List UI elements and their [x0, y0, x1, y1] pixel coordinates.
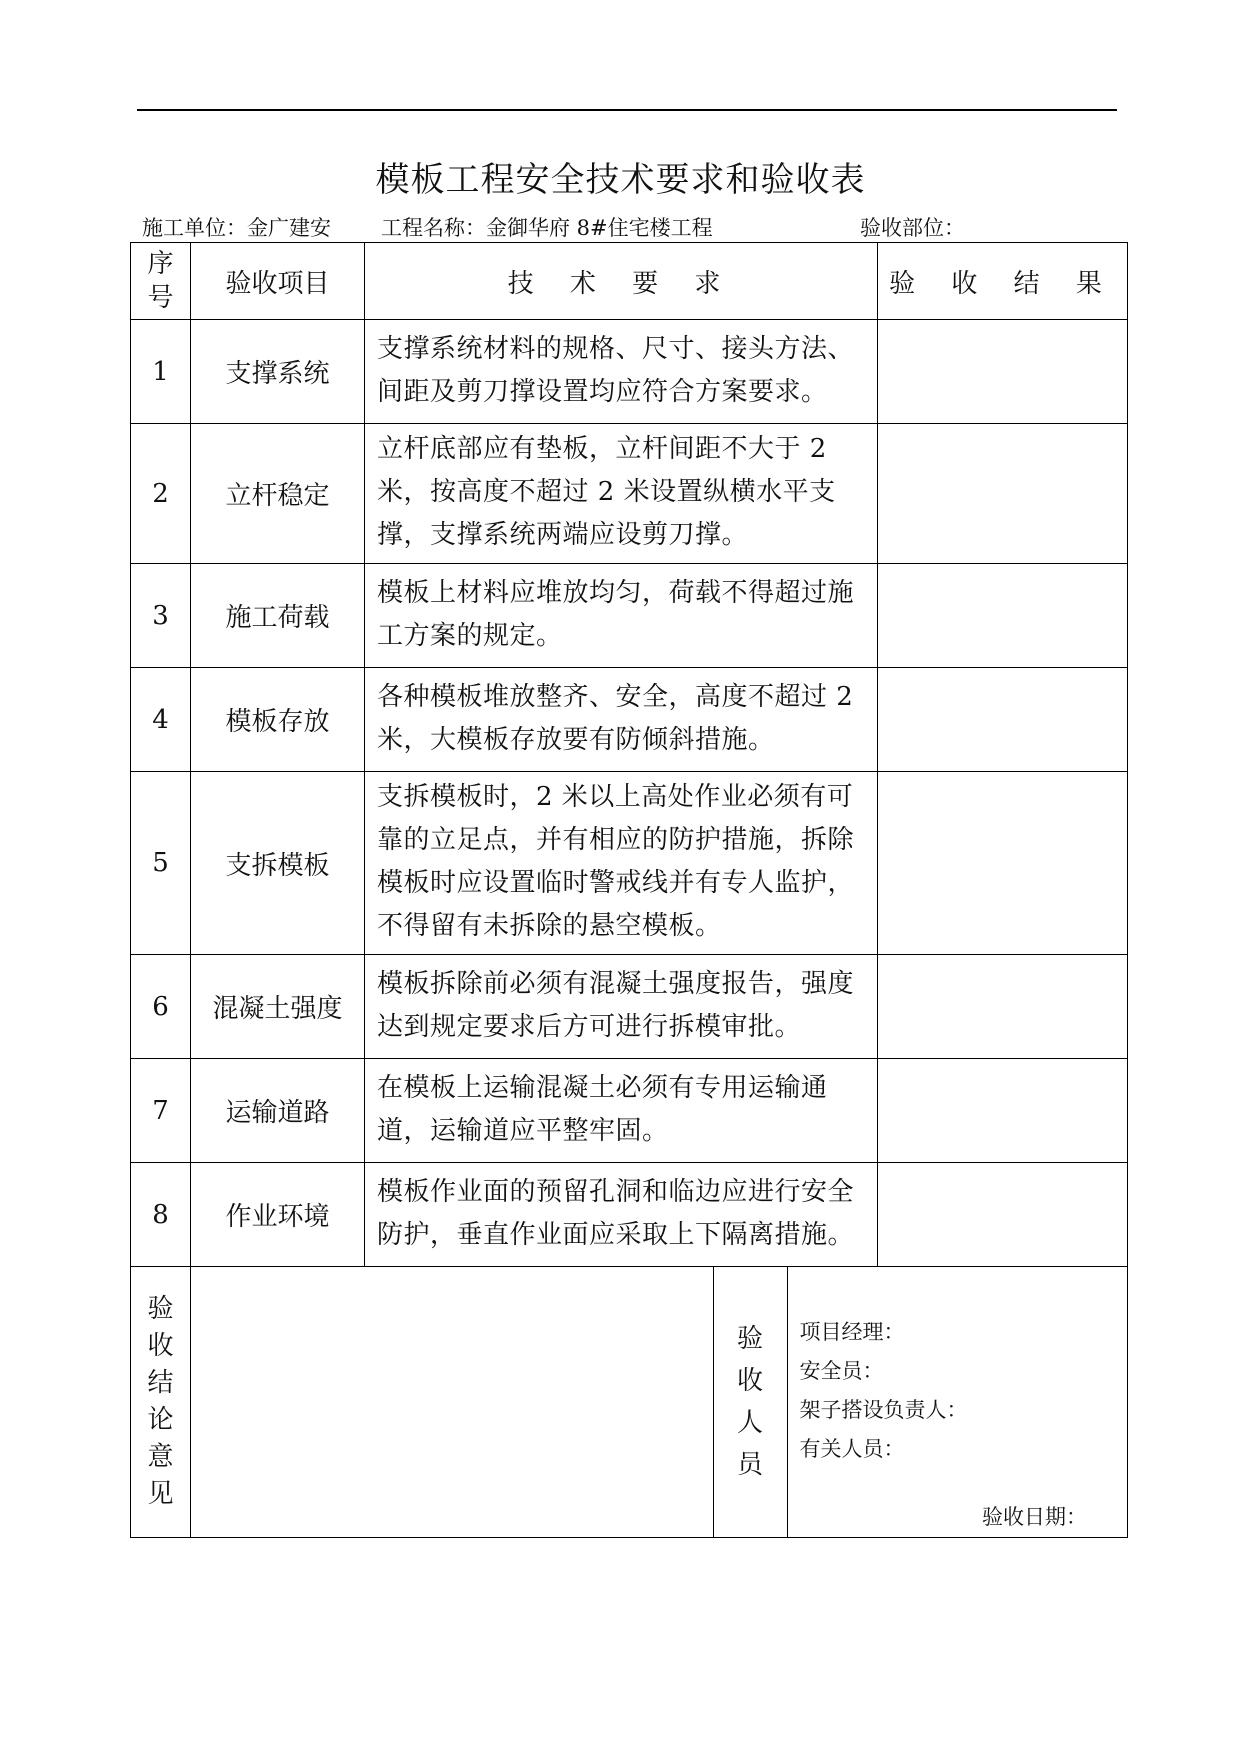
row-requirement: 支拆模板时，2 米以上高处作业必须有可靠的立足点，并有相应的防护措施，拆除模板时应设置临时警戒线并有专人监护，不得留有未拆除的悬空模板。	[365, 772, 878, 955]
row-requirement: 模板拆除前必须有混凝土强度报告，强度达到规定要求后方可进行拆模审批。	[365, 955, 878, 1059]
table-row	[131, 1059, 1128, 1163]
row-result[interactable]	[878, 668, 1128, 772]
table-row	[131, 424, 1128, 564]
row-requirement: 模板上材料应堆放均匀，荷载不得超过施工方案的规定。	[365, 564, 878, 668]
conclusion-label-char: 论	[147, 1405, 174, 1435]
header-item: 验收项目	[191, 243, 365, 320]
header-seq-line: 序	[147, 249, 174, 279]
signature-scaffold-lead[interactable]: 架子搭设负责人：	[799, 1398, 968, 1422]
row-item: 立杆稳定	[191, 424, 365, 564]
row-number: 1	[131, 320, 191, 424]
row-number: 2	[131, 424, 191, 564]
inspection-part: 验收部位：	[860, 216, 965, 240]
people-label-char: 验	[736, 1324, 763, 1354]
row-number: 4	[131, 668, 191, 772]
row-item: 作业环境	[191, 1163, 365, 1267]
conclusion-label-char: 验	[147, 1294, 174, 1324]
people-label-char: 员	[736, 1450, 763, 1480]
row-item: 支拆模板	[191, 772, 365, 955]
conclusion-label	[131, 1267, 191, 1538]
row-number: 3	[131, 564, 191, 668]
table-row	[131, 564, 1128, 668]
header-seq	[131, 243, 191, 320]
row-number: 8	[131, 1163, 191, 1267]
inspection-table	[130, 242, 1128, 1538]
conclusion-label-char: 意	[147, 1442, 174, 1472]
row-result[interactable]	[878, 1163, 1128, 1267]
table-footer-row	[131, 1267, 1128, 1538]
header-rule	[137, 109, 1117, 111]
signatures-list	[800, 1313, 968, 1469]
signature-safety-officer[interactable]: 安全员：	[799, 1359, 884, 1383]
footer-container	[191, 1267, 1128, 1538]
header-requirement: 技 术 要 求	[365, 243, 878, 320]
footer-inner-table	[191, 1267, 1127, 1537]
construction-unit: 施工单位：金广建安	[142, 216, 331, 240]
table-row	[131, 955, 1128, 1059]
header-seq-line: 号	[147, 283, 174, 313]
table-row	[131, 772, 1128, 955]
row-result[interactable]	[878, 1059, 1128, 1163]
conclusion-label-char: 收	[147, 1331, 174, 1361]
row-item: 运输道路	[191, 1059, 365, 1163]
signature-related-staff[interactable]: 有关人员：	[799, 1437, 905, 1461]
conclusion-field[interactable]	[191, 1267, 713, 1537]
row-result[interactable]	[878, 955, 1128, 1059]
row-requirement: 支撑系统材料的规格、尺寸、接头方法、间距及剪刀撑设置均应符合方案要求。	[365, 320, 878, 424]
row-requirement: 模板作业面的预留孔洞和临边应进行安全防护，垂直作业面应采取上下隔离措施。	[365, 1163, 878, 1267]
table-row	[131, 320, 1128, 424]
row-requirement: 立杆底部应有垫板，立杆间距不大于 2 米，按高度不超过 2 米设置纵横水平支撑，支撑系统两端应设剪刀撑。	[365, 424, 878, 564]
row-result[interactable]	[878, 564, 1128, 668]
row-result[interactable]	[878, 424, 1128, 564]
row-requirement: 各种模板堆放整齐、安全，高度不超过 2 米，大模板存放要有防倾斜措施。	[365, 668, 878, 772]
header-result: 验 收 结 果	[878, 243, 1128, 320]
people-label-char: 收	[736, 1366, 763, 1396]
row-item: 混凝土强度	[191, 955, 365, 1059]
row-number: 7	[131, 1059, 191, 1163]
row-result[interactable]	[878, 320, 1128, 424]
conclusion-label-char: 见	[147, 1479, 174, 1509]
conclusion-label-char: 结	[147, 1368, 174, 1398]
row-item: 支撑系统	[191, 320, 365, 424]
row-number: 5	[131, 772, 191, 955]
row-requirement: 在模板上运输混凝土必须有专用运输通道，运输道应平整牢固。	[365, 1059, 878, 1163]
signature-project-manager[interactable]: 项目经理：	[799, 1320, 905, 1344]
row-item: 施工荷载	[191, 564, 365, 668]
page-title: 模板工程安全技术要求和验收表	[375, 160, 866, 200]
table-header-row	[131, 243, 1128, 320]
table-row	[131, 1163, 1128, 1267]
row-result[interactable]	[878, 772, 1128, 955]
people-label-char: 人	[736, 1408, 763, 1438]
table-row	[131, 668, 1128, 772]
project-name: 工程名称：金御华府 8#住宅楼工程	[381, 216, 713, 240]
row-item: 模板存放	[191, 668, 365, 772]
people-label	[713, 1267, 787, 1537]
inspection-date[interactable]: 验收日期：	[982, 1505, 1087, 1529]
signatures-cell	[787, 1267, 1127, 1537]
row-number: 6	[131, 955, 191, 1059]
